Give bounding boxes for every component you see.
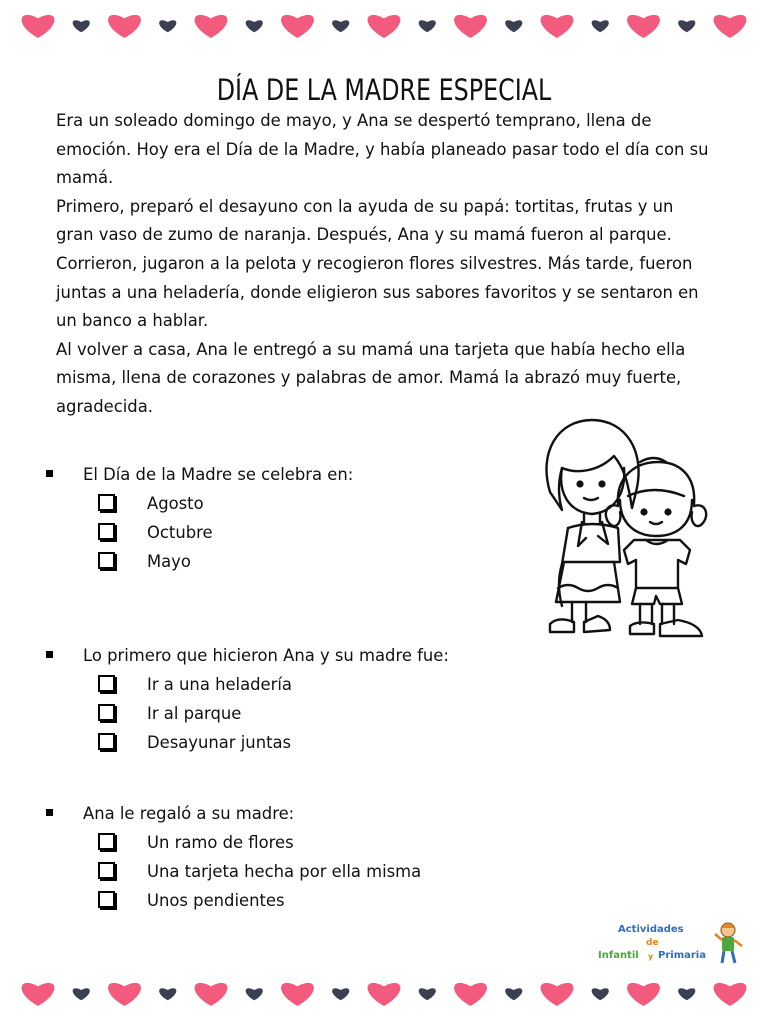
- checkbox-icon[interactable]: [98, 862, 115, 879]
- question-1-option-3[interactable]: [46, 547, 526, 576]
- pink-heart-icon: [281, 15, 314, 38]
- dark-heart-icon: [592, 988, 609, 1000]
- question-1-text: El Día de la Madre se celebra en:: [83, 465, 354, 484]
- question-3: [46, 799, 526, 915]
- question-2-option-2[interactable]: [46, 699, 526, 728]
- checkbox-icon[interactable]: [98, 552, 115, 569]
- logo-line-3b: y: [648, 952, 654, 961]
- question-2-text: Lo primero que hicieron Ana y su madre fue:: [83, 646, 449, 665]
- dark-heart-icon: [159, 988, 176, 1000]
- pink-heart-icon: [368, 15, 401, 38]
- pink-heart-icon: [195, 15, 228, 38]
- question-1-option-2[interactable]: [46, 518, 526, 547]
- dark-heart-icon: [332, 20, 349, 32]
- pink-heart-icon: [281, 983, 314, 1006]
- dark-heart-icon: [332, 988, 349, 1000]
- pink-heart-icon: [22, 15, 55, 38]
- question-1: [46, 460, 526, 576]
- dark-heart-icon: [419, 20, 436, 32]
- option-label: Unos pendientes: [147, 891, 285, 910]
- checkbox-icon[interactable]: [98, 733, 115, 750]
- pink-heart-icon: [195, 983, 228, 1006]
- pink-heart-icon: [454, 15, 487, 38]
- logo-line-2: de: [646, 938, 659, 948]
- activities-logo: [596, 916, 748, 970]
- question-3-options: [46, 828, 526, 915]
- question-1-options: [46, 489, 526, 576]
- heart-border-bottom-svg: [0, 974, 768, 1014]
- square-bullet-icon: [46, 809, 53, 816]
- story-paragraph-3: Al volver a casa, Ana le entregó a su mamá una tarjeta que había hecho ella misma, llena de corazones y palabras de amor. Mamá la abrazó muy fuerte, agradecida.: [56, 339, 686, 416]
- question-1-option-1[interactable]: [46, 489, 526, 518]
- option-label: Desayunar juntas: [147, 733, 292, 752]
- pink-heart-icon: [627, 983, 660, 1006]
- option-label: Una tarjeta hecha por ella misma: [147, 862, 422, 881]
- option-label: Ir a una heladería: [147, 675, 292, 694]
- question-3-option-3[interactable]: [46, 886, 526, 915]
- checkbox-icon[interactable]: [98, 704, 115, 721]
- checkbox-icon[interactable]: [98, 494, 115, 511]
- square-bullet-icon: [46, 651, 53, 658]
- logo-line-3a: Infantil: [598, 950, 639, 961]
- question-3-option-1[interactable]: [46, 828, 526, 857]
- pink-heart-icon: [541, 15, 574, 38]
- question-2-option-1[interactable]: [46, 670, 526, 699]
- heart-border-top-svg: [0, 6, 768, 46]
- story-paragraph-1: Era un soleado domingo de mayo, y Ana se despertó temprano, llena de emoción. Hoy era el Día de la Madre, y había planeado pasar todo el día con su mamá.: [56, 111, 709, 188]
- dark-heart-icon: [73, 20, 90, 32]
- pink-heart-icon: [454, 983, 487, 1006]
- question-2-options: [46, 670, 526, 757]
- mother-and-daughter-illustration: [528, 412, 708, 650]
- dark-heart-icon: [592, 20, 609, 32]
- dark-heart-icon: [246, 988, 263, 1000]
- child-mascot-icon: [712, 920, 744, 966]
- pink-heart-icon: [108, 15, 141, 38]
- dark-heart-icon: [678, 20, 695, 32]
- bottom-heart-border: [0, 974, 768, 1014]
- dark-heart-icon: [419, 988, 436, 1000]
- dark-heart-icon: [505, 20, 522, 32]
- checkbox-icon[interactable]: [98, 833, 115, 850]
- pink-heart-icon: [368, 983, 401, 1006]
- pink-heart-icon: [627, 15, 660, 38]
- dark-heart-icon: [505, 988, 522, 1000]
- option-label: Octubre: [147, 523, 213, 542]
- page-title: DÍA DE LA MADRE ESPECIAL: [216, 73, 552, 108]
- pink-heart-icon: [108, 983, 141, 1006]
- top-heart-border: [0, 6, 768, 46]
- pink-heart-icon: [541, 983, 574, 1006]
- square-bullet-icon: [46, 470, 53, 477]
- checkbox-icon[interactable]: [98, 891, 115, 908]
- question-2: [46, 641, 526, 757]
- option-label: Agosto: [147, 494, 204, 513]
- question-2-option-3[interactable]: [46, 728, 526, 757]
- story-text: [56, 107, 712, 422]
- story-paragraph-2: Primero, preparó el desayuno con la ayuda de su papá: tortitas, frutas y un gran vaso de zumo de naranja. Después, Ana y su mamá fueron al parque. Corrieron, jugaron a la pelota y recogieron flores silvestres. Más tarde, fueron juntas a una heladería, donde eligieron sus sabores favoritos y se sentaron en un banco a hablar.: [56, 196, 699, 331]
- logo-line-1: Actividades: [618, 924, 684, 935]
- pink-heart-icon: [714, 15, 747, 38]
- dark-heart-icon: [159, 20, 176, 32]
- dark-heart-icon: [678, 988, 695, 1000]
- dark-heart-icon: [73, 988, 90, 1000]
- option-label: Mayo: [147, 552, 191, 571]
- dark-heart-icon: [246, 20, 263, 32]
- pink-heart-icon: [714, 983, 747, 1006]
- question-3-text: Ana le regaló a su madre:: [83, 804, 295, 823]
- logo-line-3c: Primaria: [658, 950, 706, 961]
- checkbox-icon[interactable]: [98, 675, 115, 692]
- pink-heart-icon: [22, 983, 55, 1006]
- option-label: Un ramo de flores: [147, 833, 294, 852]
- option-label: Ir al parque: [147, 704, 242, 723]
- question-3-option-2[interactable]: [46, 857, 526, 886]
- checkbox-icon[interactable]: [98, 523, 115, 540]
